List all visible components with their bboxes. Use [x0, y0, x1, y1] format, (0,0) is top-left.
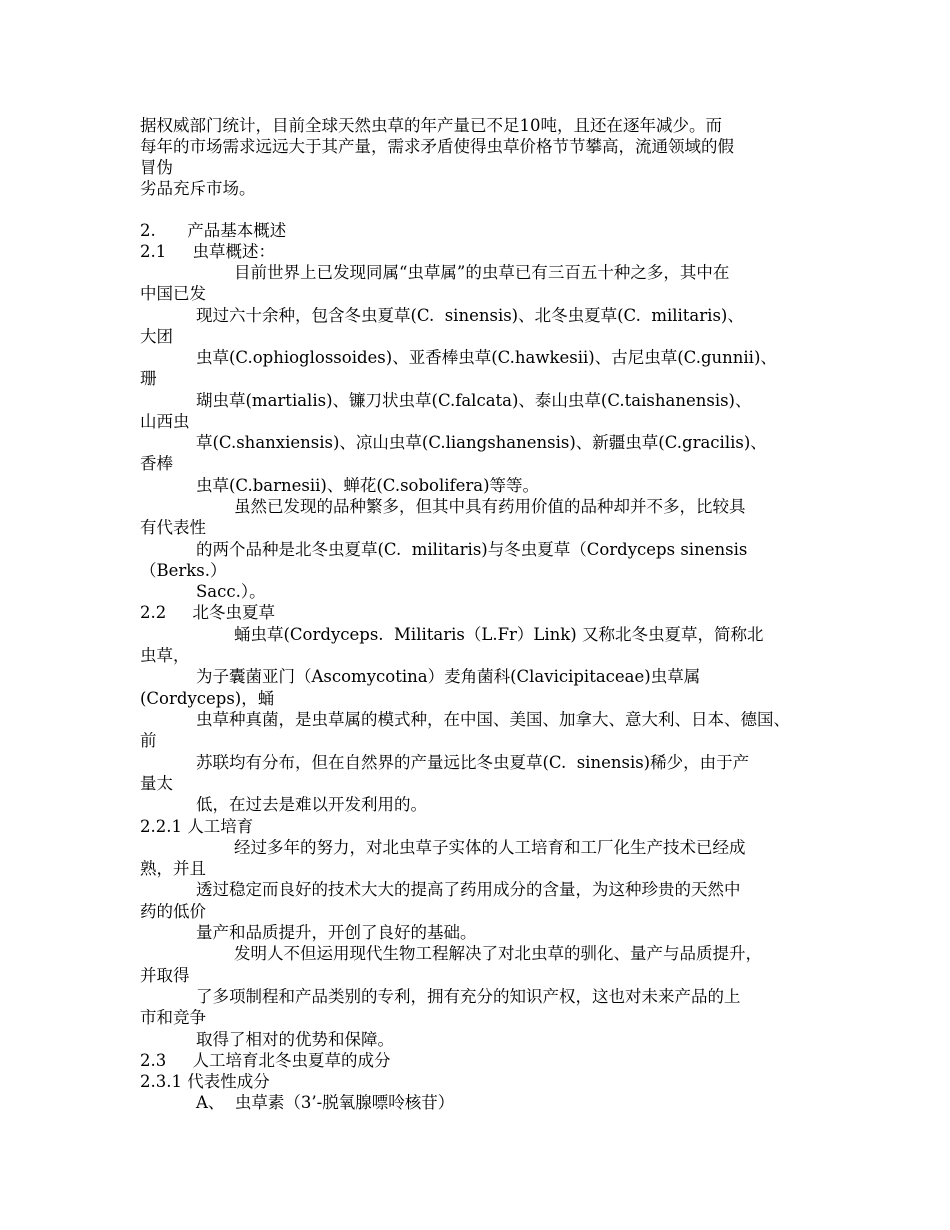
body-line: 取得了相对的优势和保障。: [196, 1030, 394, 1049]
body-line: 据权威部门统计，目前全球天然虫草的年产量已不足10吨，且还在逐年减少。而: [140, 116, 722, 135]
body-line: 有代表性: [140, 518, 206, 537]
body-line: 量太: [140, 774, 173, 793]
subsection-heading: 2.3.1 代表性成分: [140, 1072, 270, 1091]
body-line: 前: [140, 731, 157, 750]
body-line: 虽然已发现的品种繁多，但其中具有药用价值的品种却并不多，比较具: [234, 497, 746, 516]
body-line: 低，在过去是难以开发利用的。: [196, 795, 427, 814]
body-line: 虫草种真菌，是虫草属的模式种，在中国、美国、加拿大、意大利、日本、德国、: [196, 710, 790, 729]
body-line: 虫草(C.barnesii)、蝉花(C.sobolifera)等等。: [196, 476, 540, 495]
body-line: 药的低价: [140, 902, 206, 921]
body-line: 的两个品种是北冬虫夏草(C. militaris)与冬虫夏草（Cordyceps sinensis: [196, 540, 748, 559]
body-line: 瑚虫草(martialis)、镰刀状虫草(C.falcata)、泰山虫草(C.taishanensis)、: [196, 391, 752, 410]
body-line: 劣品充斥市场。: [140, 179, 256, 198]
body-line: 透过稳定而良好的技术大大的提高了药用成分的含量，为这种珍贵的天然中: [196, 880, 741, 899]
body-line: （Berks.）: [140, 561, 227, 580]
body-line: 为子囊菌亚门（Ascomycotina）麦角菌科(Clavicipitaceae)虫草属: [196, 667, 701, 686]
body-line: 虫草，: [140, 646, 190, 665]
body-line: 大团: [140, 327, 173, 346]
body-line: 山西虫: [140, 412, 190, 431]
body-line: 量产和品质提升，开创了良好的基础。: [196, 923, 477, 942]
body-line: 目前世界上已发现同属“虫草属”的虫草已有三百五十种之多，其中在: [234, 263, 730, 282]
subsection-heading: 2.3 人工培育北冬虫夏草的成分: [140, 1051, 391, 1070]
body-line: 香棒: [140, 454, 173, 473]
body-line: 现过六十余种，包含冬虫夏草(C. sinensis)、北冬虫夏草(C. militaris)、: [196, 306, 744, 325]
body-line: 草(C.shanxiensis)、凉山虫草(C.liangshanensis)、新疆虫草(C.gracilis)、: [196, 433, 767, 452]
body-line: 蛹虫草(Cordyceps. Militaris（L.Fr）Link) 又称北冬虫夏草，简称北: [234, 625, 764, 644]
body-line: 市和竞争: [140, 1008, 206, 1027]
body-line: 每年的市场需求远远大于其产量，需求矛盾使得虫草价格节节攀高，流通领域的假: [140, 137, 734, 156]
body-line: 虫草(C.ophioglossoides)、亚香棒虫草(C.hawkesii)、古尼虫草(C.gunnii)、: [196, 348, 777, 367]
section-heading: 2. 产品基本概述: [140, 221, 287, 240]
subsection-heading: 2.1 虫草概述：: [140, 242, 275, 261]
body-line: 并取得: [140, 966, 190, 985]
subsection-heading: 2.2 北冬虫夏草: [140, 603, 275, 622]
body-line: 珊: [140, 369, 157, 388]
body-line: 了多项制程和产品类别的专利，拥有充分的知识产权，这也对未来产品的上: [196, 987, 741, 1006]
body-line: 中国已发: [140, 284, 206, 303]
body-line: 苏联均有分布，但在自然界的产量远比冬虫夏草(C. sinensis)稀少，由于产: [196, 753, 750, 772]
body-line: (Cordyceps)，蛹: [140, 689, 275, 708]
body-line: 发明人不但运用现代生物工程解决了对北虫草的驯化、量产与品质提升，: [234, 944, 762, 963]
list-item: A、 虫草素（3’-脱氧腺嘌呤核苷）: [196, 1093, 455, 1112]
body-line: Sacc.）。: [196, 582, 266, 601]
subsection-heading: 2.2.1 人工培育: [140, 817, 254, 836]
body-line: 熟，并且: [140, 859, 206, 878]
body-line: 经过多年的努力，对北虫草子实体的人工培育和工厂化生产技术已经成: [234, 838, 746, 857]
body-line: 冒伪: [140, 158, 173, 177]
